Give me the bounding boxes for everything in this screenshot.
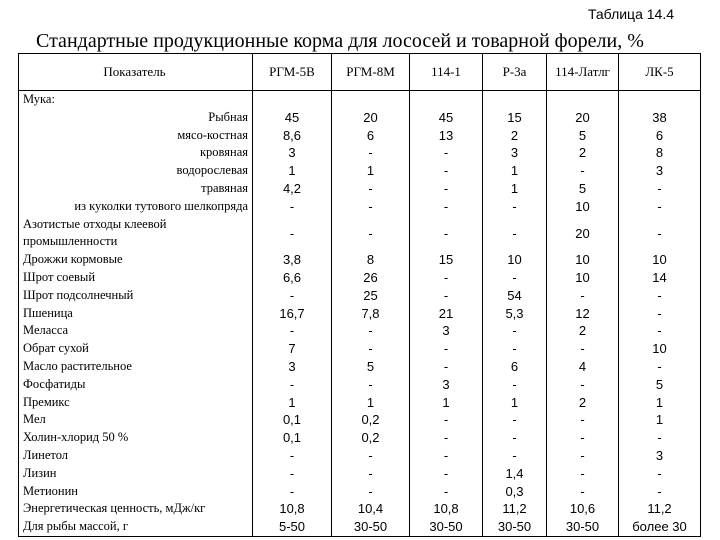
table-cell: [412, 91, 480, 109]
table-cell: -: [443, 341, 449, 357]
table-cell: -: [443, 180, 449, 196]
table-cell: 10: [652, 341, 667, 357]
table-cell: -: [289, 198, 295, 214]
table-cell: 11,2: [502, 501, 527, 517]
table-cell: 10,8: [279, 501, 305, 517]
row-label: мясо-костная: [177, 127, 248, 142]
table-cell: [549, 91, 616, 109]
row-label: Меласса: [23, 323, 69, 338]
table-cell: -: [512, 341, 517, 357]
row-label: Метионин: [23, 483, 78, 498]
table-cell: 1: [655, 412, 664, 428]
table-cell: 16,7: [279, 305, 305, 321]
table-cell: 10,8: [433, 501, 459, 517]
table-cell: -: [289, 483, 295, 499]
column-header-r-3a: Р-3а: [483, 54, 547, 91]
table-cell: -: [512, 412, 517, 428]
row-label: Лизин: [23, 465, 57, 480]
table-cell: 45: [438, 109, 454, 125]
table-cell: 20: [363, 109, 378, 125]
column-header-rgm-8m: РГМ-8М: [332, 54, 410, 91]
table-cell: -: [443, 225, 449, 241]
row-label: Шрот соевый: [23, 269, 96, 284]
table-cell: -: [289, 465, 295, 481]
table-cell: 11,2: [647, 501, 672, 517]
table-cell: 25: [363, 287, 378, 303]
table-cell: 3,8: [282, 252, 302, 268]
row-label: Масло растительное: [23, 358, 132, 373]
table-cell: 20: [575, 109, 590, 125]
table-cell: 26: [363, 269, 378, 285]
table-cell: -: [289, 225, 295, 241]
table-cell: 1: [510, 163, 519, 179]
table-cell: 10: [575, 198, 590, 214]
table-cell: 0,1: [282, 412, 302, 428]
table-cell: 2: [510, 127, 519, 143]
row-label: из куколки тутового шелкопряда: [74, 198, 248, 213]
table-cell: 5: [578, 180, 587, 196]
table-cell: 3: [655, 447, 664, 463]
table-cell: 6: [655, 127, 664, 143]
table-cell: -: [657, 323, 662, 339]
table-cell: -: [289, 447, 295, 463]
table-cell: -: [580, 483, 585, 499]
table-cell: 6: [366, 127, 375, 143]
table-cell: 7,8: [361, 305, 380, 321]
table-cell: 5: [578, 127, 587, 143]
table-cell: -: [443, 483, 449, 499]
table-cell: -: [368, 225, 373, 241]
table-cell: 15: [438, 252, 454, 268]
row-label: Для рыбы массой, г: [23, 519, 128, 534]
table-cell: -: [443, 412, 449, 428]
table-cell: 3: [510, 145, 519, 161]
table-cell: [621, 91, 698, 109]
table-cell: 1: [510, 394, 519, 410]
table-cell: -: [368, 341, 373, 357]
table-cell: 30-50: [429, 519, 463, 535]
values-column-rgm-8m: [332, 91, 410, 537]
column-header-lk-5: ЛК-5: [619, 54, 701, 91]
table-cell: 8,6: [282, 127, 302, 143]
table-cell: [255, 91, 329, 109]
table-cell: -: [512, 269, 517, 285]
table-cell: 1,4: [505, 465, 524, 481]
table-cell: более 30: [632, 519, 687, 535]
row-label: Рыбная: [208, 109, 248, 124]
table-title: Стандартные продукционные корма для лососей и товарной форели, %: [36, 30, 644, 52]
column-header-114-latlg-text: 114-Латлг: [555, 64, 610, 79]
table-cell: 1: [655, 394, 664, 410]
table-cell: 0,2: [361, 430, 380, 446]
row-label: Азотистые отходы клеевой промышленности: [23, 216, 167, 249]
values-column-lk-5: [619, 91, 701, 537]
table-cell: 3: [288, 145, 296, 161]
table-cell: 30-50: [353, 519, 388, 535]
table-cell: 10: [575, 252, 590, 268]
table-cell: 5: [366, 358, 375, 374]
table-cell: 12: [575, 305, 590, 321]
table-cell: -: [443, 447, 449, 463]
table-cell: 1: [510, 180, 519, 196]
table-cell: 10,4: [357, 501, 384, 517]
table-cell: -: [368, 323, 373, 339]
table-cell: 6,6: [282, 269, 302, 285]
table-cell: -: [443, 287, 449, 303]
table-cell: 3: [442, 376, 450, 392]
table-cell: 3: [288, 358, 296, 374]
table-cell: 5-50: [278, 519, 306, 535]
table-cell: -: [368, 483, 373, 499]
row-label: Линетол: [23, 447, 69, 462]
table-cell: 6: [510, 358, 519, 374]
table-cell: 5: [655, 376, 664, 392]
table-cell: -: [289, 376, 295, 392]
row-label: водорослевая: [176, 163, 248, 178]
row-label: Шрот подсолнечный: [23, 287, 134, 302]
table-cell: -: [289, 323, 295, 339]
table-cell: 10: [507, 252, 522, 268]
table-cell: -: [657, 225, 662, 241]
row-label: Мел: [23, 412, 46, 427]
table-cell: -: [657, 483, 662, 499]
table-body-row: [19, 91, 701, 537]
table-cell: -: [368, 447, 373, 463]
table-cell: [485, 91, 544, 109]
table-cell: 14: [652, 269, 667, 285]
table-cell: 10: [575, 269, 590, 285]
values-column-r-3a: [483, 91, 547, 537]
table-cell: 3: [442, 323, 450, 339]
table-cell: -: [657, 358, 662, 374]
table-cell: 8: [655, 145, 664, 161]
table-cell: -: [512, 198, 517, 214]
table-cell: 3: [655, 163, 664, 179]
table-cell: 21: [438, 305, 454, 321]
row-label: Премикс: [23, 394, 70, 409]
table-number: Таблица 14.4: [587, 6, 674, 22]
table-cell: -: [657, 198, 662, 214]
row-label: Дрожжи кормовые: [23, 252, 123, 267]
row-labels-column: [19, 91, 253, 537]
table-cell: -: [657, 180, 662, 196]
table-cell: 4: [578, 358, 587, 374]
table-cell: 45: [284, 109, 300, 125]
table-cell: 10,6: [569, 501, 596, 517]
table-cell: -: [443, 163, 449, 179]
table-cell: 20: [575, 225, 590, 241]
table-cell: -: [289, 287, 295, 303]
table-cell: -: [580, 412, 585, 428]
table-cell: -: [580, 341, 585, 357]
column-header-indicator: Показатель: [19, 54, 253, 91]
feed-composition-table: [18, 53, 701, 537]
table-cell: -: [657, 465, 662, 481]
table-cell: -: [657, 287, 662, 303]
table-cell: 38: [652, 109, 667, 125]
table-cell: 15: [507, 109, 522, 125]
table-cell: 4,2: [282, 180, 302, 196]
table-cell: -: [657, 305, 662, 321]
table-cell: 1: [366, 394, 375, 410]
table-cell: 30-50: [565, 519, 600, 535]
table-cell: 54: [507, 287, 522, 303]
table-cell: -: [580, 465, 585, 481]
table-cell: -: [580, 430, 585, 446]
column-header-114-1: 114-1: [410, 54, 483, 91]
table-cell: -: [443, 430, 449, 446]
table-cell: -: [512, 447, 517, 463]
row-label: Фосфатиды: [23, 376, 86, 391]
table-cell: -: [443, 145, 449, 161]
column-header-rgm-5v: РГМ-5В: [253, 54, 332, 91]
table-cell: [334, 91, 407, 109]
table-cell: 13: [438, 127, 454, 143]
table-cell: 1: [442, 394, 450, 410]
table-cell: 1: [366, 163, 375, 179]
table-cell: -: [580, 163, 585, 179]
table-cell: 10: [652, 252, 667, 268]
values-column-114-latlg: [547, 91, 619, 537]
table-cell: -: [368, 376, 373, 392]
row-label: Мука:: [23, 92, 55, 106]
table-cell: -: [657, 430, 662, 446]
table-cell: 7: [288, 341, 296, 357]
table-cell: 8: [366, 252, 375, 268]
table-cell: 0,3: [505, 483, 524, 499]
row-label: Холин-хлорид 50 %: [23, 430, 129, 445]
table-cell: -: [368, 145, 373, 161]
table-cell: -: [512, 323, 517, 339]
table-cell: -: [512, 225, 517, 241]
table-cell: -: [580, 447, 585, 463]
table-cell: 0,2: [361, 412, 380, 428]
table-cell: 1: [288, 394, 296, 410]
table-cell: 5,3: [505, 305, 524, 321]
table-cell: -: [368, 198, 373, 214]
values-column-rgm-5v: [253, 91, 332, 537]
header-row: [19, 54, 701, 91]
row-label: Обрат сухой: [23, 341, 89, 356]
row-label: Энергетическая ценность, мДж/кг: [23, 501, 206, 516]
table-cell: 2: [578, 145, 587, 161]
table-cell: -: [580, 376, 585, 392]
table-cell: 30-50: [497, 519, 532, 535]
table-cell: -: [580, 287, 585, 303]
table-cell: -: [512, 430, 517, 446]
table-cell: 2: [578, 323, 587, 339]
table-cell: 0,1: [282, 430, 302, 446]
table-cell: -: [443, 358, 449, 374]
row-label: кровяная: [199, 145, 248, 160]
table-cell: 2: [578, 394, 587, 410]
table-cell: -: [368, 465, 373, 481]
table-cell: 1: [288, 163, 296, 179]
table-cell: -: [443, 269, 449, 285]
values-column-114-1: [410, 91, 483, 537]
table-cell: -: [368, 180, 373, 196]
column-header-114-latlg: [547, 54, 619, 91]
row-label: травяная: [201, 180, 248, 195]
table-cell: -: [443, 198, 449, 214]
table-cell: -: [512, 376, 517, 392]
row-label: Пшеница: [23, 305, 73, 320]
table-cell: -: [443, 465, 449, 481]
